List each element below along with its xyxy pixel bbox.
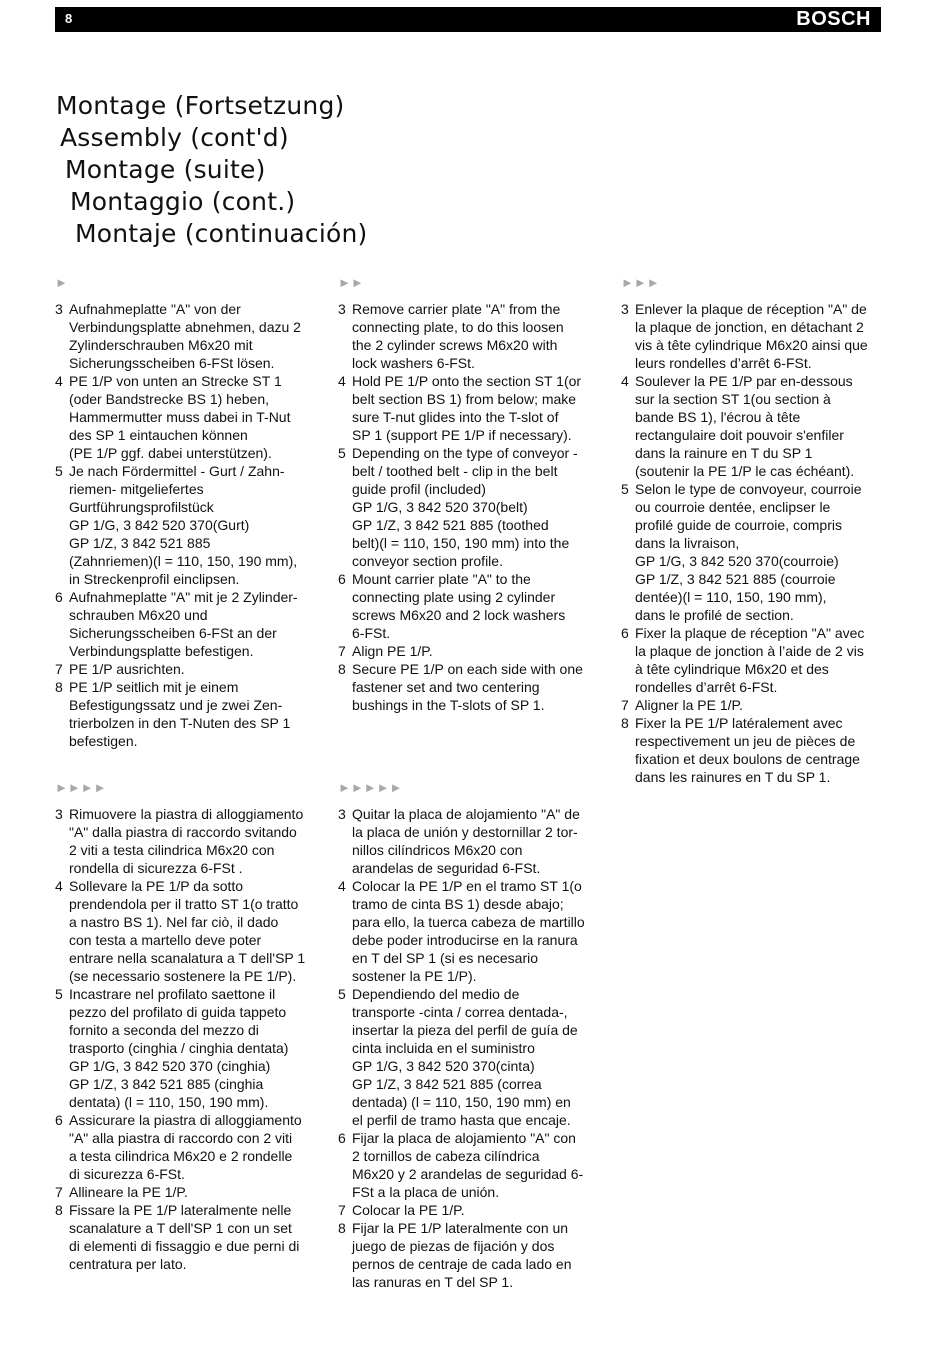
step-list [55,300,317,750]
step-number: 5 [338,986,346,1002]
step-number: 8 [338,661,346,677]
step-item [338,372,600,444]
step-text: Assicurare la piastra di alloggiamento "A" alla piastra di raccordo con 2 viti a testa cilindrica M6x20 e 2 rondelle di sicurezza 6-FSt. [69,1112,302,1182]
step-text: Incastrare nel profilato saettone il pezzo del profilato di guida tappeto fornito a seconda del mezzo di trasporto (cinghia / cinghia dentata) GP 1/G, 3 842 520 370 (cinghia) GP 1/Z, 3 842 521 885 (cinghia dentata) (l = 110, 150, 190 mm). [69,986,289,1110]
step-item [621,372,883,480]
step-item [55,985,317,1111]
title-spanish: Montaje (continuación) [75,219,368,248]
page-number: 8 [65,11,73,26]
step-number: 6 [338,571,346,587]
step-text: Fijar la PE 1/P lateralmente con un juego de piezas de fijación y dos pernos de centraje de cada lado en las ranuras en T del SP 1. [352,1220,572,1290]
column-english [338,276,600,714]
step-number: 5 [55,986,63,1002]
step-number: 6 [338,1130,346,1146]
step-item [621,714,883,786]
step-item [55,877,317,985]
column-french [621,276,883,786]
step-item [55,300,317,372]
title-english: Assembly (cont'd) [60,123,289,152]
step-item [55,372,317,462]
step-text: Fissare la PE 1/P lateralmente nelle scanalature a T dell'SP 1 con un set di elementi di fissaggio e due perni di centratura per lato. [69,1202,300,1272]
step-number: 3 [338,806,346,822]
step-text: Colocar la PE 1/P en el tramo ST 1(o tramo de cinta BS 1) desde abajo; para ello, la tuerca cabeza de martillo debe poder introducirse en la ranura en T del SP 1 (si es necesario sostener la PE 1/P). [352,878,585,984]
step-text: PE 1/P seitlich mit je einem Befestigungssatz und je zwei Zen- trierbolzen in den T-Nuten des SP 1 befestigen. [69,679,291,749]
step-item [55,1183,317,1201]
step-text: Fijar la placa de alojamiento "A" con 2 tornillos de cabeza cilíndrica M6x20 y 2 arandelas de seguridad 6- FSt a la placa de unión. [352,1130,584,1200]
title-italian: Montaggio (cont.) [70,187,296,216]
brand-logo: BOSCH [796,8,871,30]
step-text: Colocar la PE 1/P. [352,1202,465,1218]
step-number: 6 [621,625,629,641]
step-list [338,805,600,1291]
step-text: Secure PE 1/P on each side with one fastener set and two centering bushings in the T-slots of SP 1. [352,661,583,713]
step-item [621,624,883,696]
column-italian [55,781,317,1273]
step-number: 5 [55,463,63,479]
language-marker: ►► [338,275,364,290]
step-item [55,805,317,877]
step-number: 8 [621,715,629,731]
step-number: 6 [55,1112,63,1128]
step-text: Enlever la plaque de réception "A" de la plaque de jonction, en détachant 2 vis à tête cylindrique M6x20 ainsi que leurs rondelles d’arrêt 6-FSt. [635,301,868,371]
step-item [55,678,317,750]
step-item [55,1111,317,1183]
step-text: Aufnahmeplatte "A" mit je 2 Zylinder- schrauben M6x20 und Sicherungsscheiben 6-FSt an der Verbindungsplatte befestigen. [69,589,298,659]
step-number: 4 [55,878,63,894]
step-number: 7 [621,697,629,713]
step-number: 7 [55,661,63,677]
step-item [338,642,600,660]
title-block [56,90,368,250]
step-text: Sollevare la PE 1/P da sotto prendendola per il tratto ST 1(o tratto a nastro BS 1). Nel far ciò, il dado con testa a martello deve poter entrare nella scanalatura a T dell'SP 1 (se necessario sostenere la PE 1/P). [69,878,306,984]
step-item [55,660,317,678]
language-marker: ►►►► [55,780,107,795]
step-text: Quitar la placa de alojamiento "A" de la placa de unión y destornillar 2 tor- nillos cilíndricos M6x20 con arandelas de seguridad 6-FSt. [352,806,580,876]
step-number: 4 [621,373,629,389]
step-item [55,588,317,660]
step-item [338,1219,600,1291]
language-marker: ►►► [621,275,660,290]
step-item [55,462,317,588]
step-number: 7 [338,1202,346,1218]
step-item [55,1201,317,1273]
step-item [338,805,600,877]
step-number: 3 [55,301,63,317]
language-marker: ►►►►► [338,780,403,795]
step-number: 8 [55,679,63,695]
step-text: PE 1/P ausrichten. [69,661,185,677]
step-text: Dependiendo del medio de transporte -cinta / correa dentada-, insertar la pieza del perfil de guía de cinta incluida en el suministro GP 1/G, 3 842 520 370(cinta) GP 1/Z, 3 842 521 885 (correa dentada) (l = 110, 150, 190 mm) en el perfil de tramo hasta que encaje. [352,986,578,1128]
step-list [55,805,317,1273]
step-item [338,300,600,372]
step-item [338,444,600,570]
language-marker: ► [55,275,68,290]
step-text: Rimuovere la piastra di alloggiamento "A" dalla piastra di raccordo svitando 2 viti a testa cilindrica M6x20 con rondella di sicurezza 6-FSt . [69,806,304,876]
step-item [338,877,600,985]
title-german: Montage (Fortsetzung) [56,91,345,120]
header-bar [55,7,881,32]
step-text: Mount carrier plate "A" to the connecting plate using 2 cylinder screws M6x20 and 2 lock washers 6-FSt. [352,571,566,641]
step-text: Je nach Fördermittel - Gurt / Zahn- riemen- mitgeliefertes Gurtführungsprofilstück GP 1/G, 3 842 520 370(Gurt) GP 1/Z, 3 842 521 885 (Zahnriemen)(l = 110, 150, 190 mm), in Streckenprofil einclipsen. [69,463,298,587]
step-item [338,1201,600,1219]
step-text: Allineare la PE 1/P. [69,1184,188,1200]
column-german [55,276,317,750]
step-number: 7 [338,643,346,659]
step-number: 3 [621,301,629,317]
step-list [338,300,600,714]
step-text: Selon le type de convoyeur, courroie ou courroie dentée, enclipser le profilé guide de courroie, compris dans la livraison, GP 1/G, 3 842 520 370(courroie) GP 1/Z, 3 842 521 885 (courroie dentée)(l = 110, 150, 190 mm), dans le profilé de section. [635,481,862,623]
step-item [338,570,600,642]
step-item [621,696,883,714]
step-number: 4 [338,373,346,389]
step-text: PE 1/P von unten an Strecke ST 1 (oder Bandstrecke BS 1) heben, Hammermutter muss dabei in T-Nut des SP 1 eintauchen können (PE 1/P ggf. dabei unterstützen). [69,373,291,461]
step-text: Fixer la plaque de réception "A" avec la plaque de jonction à l’aide de 2 vis à tête cylindrique M6x20 et des rondelles d’arrêt 6-FSt. [635,625,865,695]
step-item [621,300,883,372]
step-text: Remove carrier plate "A" from the connecting plate, to do this loosen the 2 cylinder screws M6x20 with lock washers 6-FSt. [352,301,564,371]
step-number: 5 [338,445,346,461]
step-text: Aligner la PE 1/P. [635,697,743,713]
step-number: 4 [55,373,63,389]
step-number: 6 [55,589,63,605]
step-text: Align PE 1/P. [352,643,433,659]
step-number: 3 [55,806,63,822]
step-text: Soulever la PE 1/P par en-dessous sur la section ST 1(ou section à bande BS 1), l'écrou à tête rectangulaire doit pouvoir s'enfiler dans la rainure en T du SP 1 (soutenir la PE 1/P le cas échéant). [635,373,855,479]
step-item [338,985,600,1129]
step-number: 8 [55,1202,63,1218]
step-number: 3 [338,301,346,317]
step-number: 4 [338,878,346,894]
step-item [338,1129,600,1201]
step-number: 7 [55,1184,63,1200]
step-text: Fixer la PE 1/P latéralement avec respectivement un jeu de pièces de fixation et deux boulons de centrage dans les rainures en T du SP 1. [635,715,860,785]
step-text: Aufnahmeplatte "A" von der Verbindungsplatte abnehmen, dazu 2 Zylinderschrauben M6x20 mit Sicherungsscheiben 6-FSt lösen. [69,301,301,371]
step-list [621,300,883,786]
step-item [338,660,600,714]
step-number: 8 [338,1220,346,1236]
step-number: 5 [621,481,629,497]
step-item [621,480,883,624]
title-french: Montage (suite) [65,155,266,184]
step-text: Hold PE 1/P onto the section ST 1(or belt section BS 1) from below; make sure T-nut glides into the T-slot of SP 1 (support PE 1/P if necessary). [352,373,582,443]
step-text: Depending on the type of conveyor - belt / toothed belt - clip in the belt guide profil (included) GP 1/G, 3 842 520 370(belt) GP 1/Z, 3 842 521 885 (toothed belt)(l = 110, 150, 190 mm) into the conveyor section profile. [352,445,578,569]
column-spanish [338,781,600,1291]
